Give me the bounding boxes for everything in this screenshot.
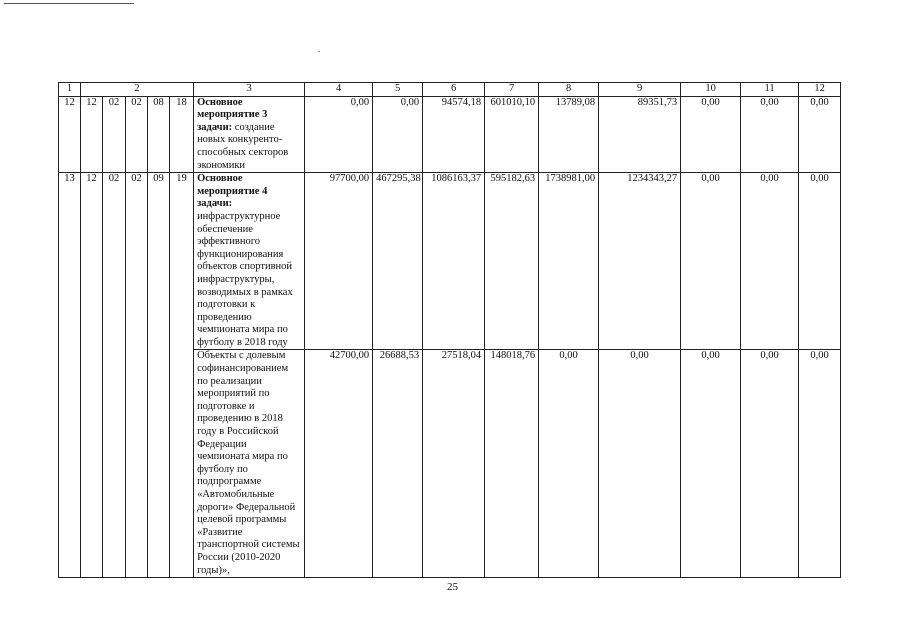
- description-title: Основное мероприятие 3 задачи:: [197, 96, 268, 133]
- code-cell: 12: [81, 96, 103, 173]
- value-cell: 97700,00: [305, 173, 373, 350]
- value-cell: 0,00: [373, 96, 423, 173]
- value-cell: 0,00: [741, 350, 799, 578]
- value-cell: 42700,00: [305, 350, 373, 578]
- value-cell: 1738981,00: [539, 173, 599, 350]
- table-row: [59, 96, 841, 173]
- value-cell: 13789,08: [539, 96, 599, 173]
- budget-table: [58, 82, 841, 578]
- value-cell: 0,00: [305, 96, 373, 173]
- value-cell: 467295,38: [373, 173, 423, 350]
- code-cell: 09: [148, 173, 170, 578]
- value-cell: 1234343,27: [599, 173, 681, 350]
- header-cell: 8: [539, 83, 599, 97]
- code-cell: 02: [126, 96, 148, 173]
- header-cell: 12: [799, 83, 841, 97]
- code-cell: 08: [148, 96, 170, 173]
- scan-artifact-dot: [318, 51, 320, 52]
- value-cell: 0,00: [599, 350, 681, 578]
- value-cell: 0,00: [681, 350, 741, 578]
- table-row: [59, 173, 841, 350]
- header-cell: 2: [81, 83, 194, 97]
- description-cell: [194, 96, 305, 173]
- header-cell: 3: [194, 83, 305, 97]
- header-cell: 5: [373, 83, 423, 97]
- header-cell: 7: [485, 83, 539, 97]
- row-number: 13: [59, 173, 81, 578]
- value-cell: 0,00: [741, 96, 799, 173]
- code-cell: 02: [103, 173, 126, 578]
- code-cell: 19: [170, 173, 194, 578]
- value-cell: 0,00: [539, 350, 599, 578]
- value-cell: 94574,18: [423, 96, 485, 173]
- header-cell: 4: [305, 83, 373, 97]
- value-cell: 0,00: [799, 173, 841, 350]
- code-cell: 02: [103, 96, 126, 173]
- header-cell: 11: [741, 83, 799, 97]
- value-cell: 27518,04: [423, 350, 485, 578]
- header-cell: 10: [681, 83, 741, 97]
- value-cell: 0,00: [681, 96, 741, 173]
- row-number: 12: [59, 96, 81, 173]
- value-cell: 0,00: [799, 96, 841, 173]
- value-cell: 601010,10: [485, 96, 539, 173]
- header-row: [59, 83, 841, 97]
- description-text: создание новых конкуренто-способных секторов экономики: [197, 121, 289, 171]
- header-cell: 6: [423, 83, 485, 97]
- value-cell: 0,00: [681, 173, 741, 350]
- value-cell: 0,00: [741, 173, 799, 350]
- header-cell: 9: [599, 83, 681, 97]
- code-cell: 12: [81, 173, 103, 578]
- code-cell: 18: [170, 96, 194, 173]
- value-cell: 1086163,37: [423, 173, 485, 350]
- page-number: 25: [447, 581, 458, 593]
- header-cell: 1: [59, 83, 81, 97]
- description-cell: [194, 173, 305, 350]
- description-text: инфраструктурное обеспечение эффективного функционирования объектов спортивной инфраструктуры, возводимых в рамках подготовки к проведению чемпионата мира по футболу в 2018 году: [197, 210, 293, 348]
- value-cell: 26688,53: [373, 350, 423, 578]
- description-cell: Объекты с долевым софинансированием по реализации мероприятий по подготовке и проведению в 2018 году в Российской Федерации чемпионата мира по футболу по подпрограмме «Автомобильные дороги» Федеральной целевой программы «Развитие транспортной системы России (2010-2020 годы)»,: [194, 350, 305, 578]
- value-cell: 595182,63: [485, 173, 539, 350]
- value-cell: 0,00: [799, 350, 841, 578]
- value-cell: 89351,73: [599, 96, 681, 173]
- scan-artifact-line: [4, 3, 134, 4]
- description-title: Основное мероприятие 4 задачи:: [197, 173, 268, 210]
- code-cell: 02: [126, 173, 148, 578]
- value-cell: 148018,76: [485, 350, 539, 578]
